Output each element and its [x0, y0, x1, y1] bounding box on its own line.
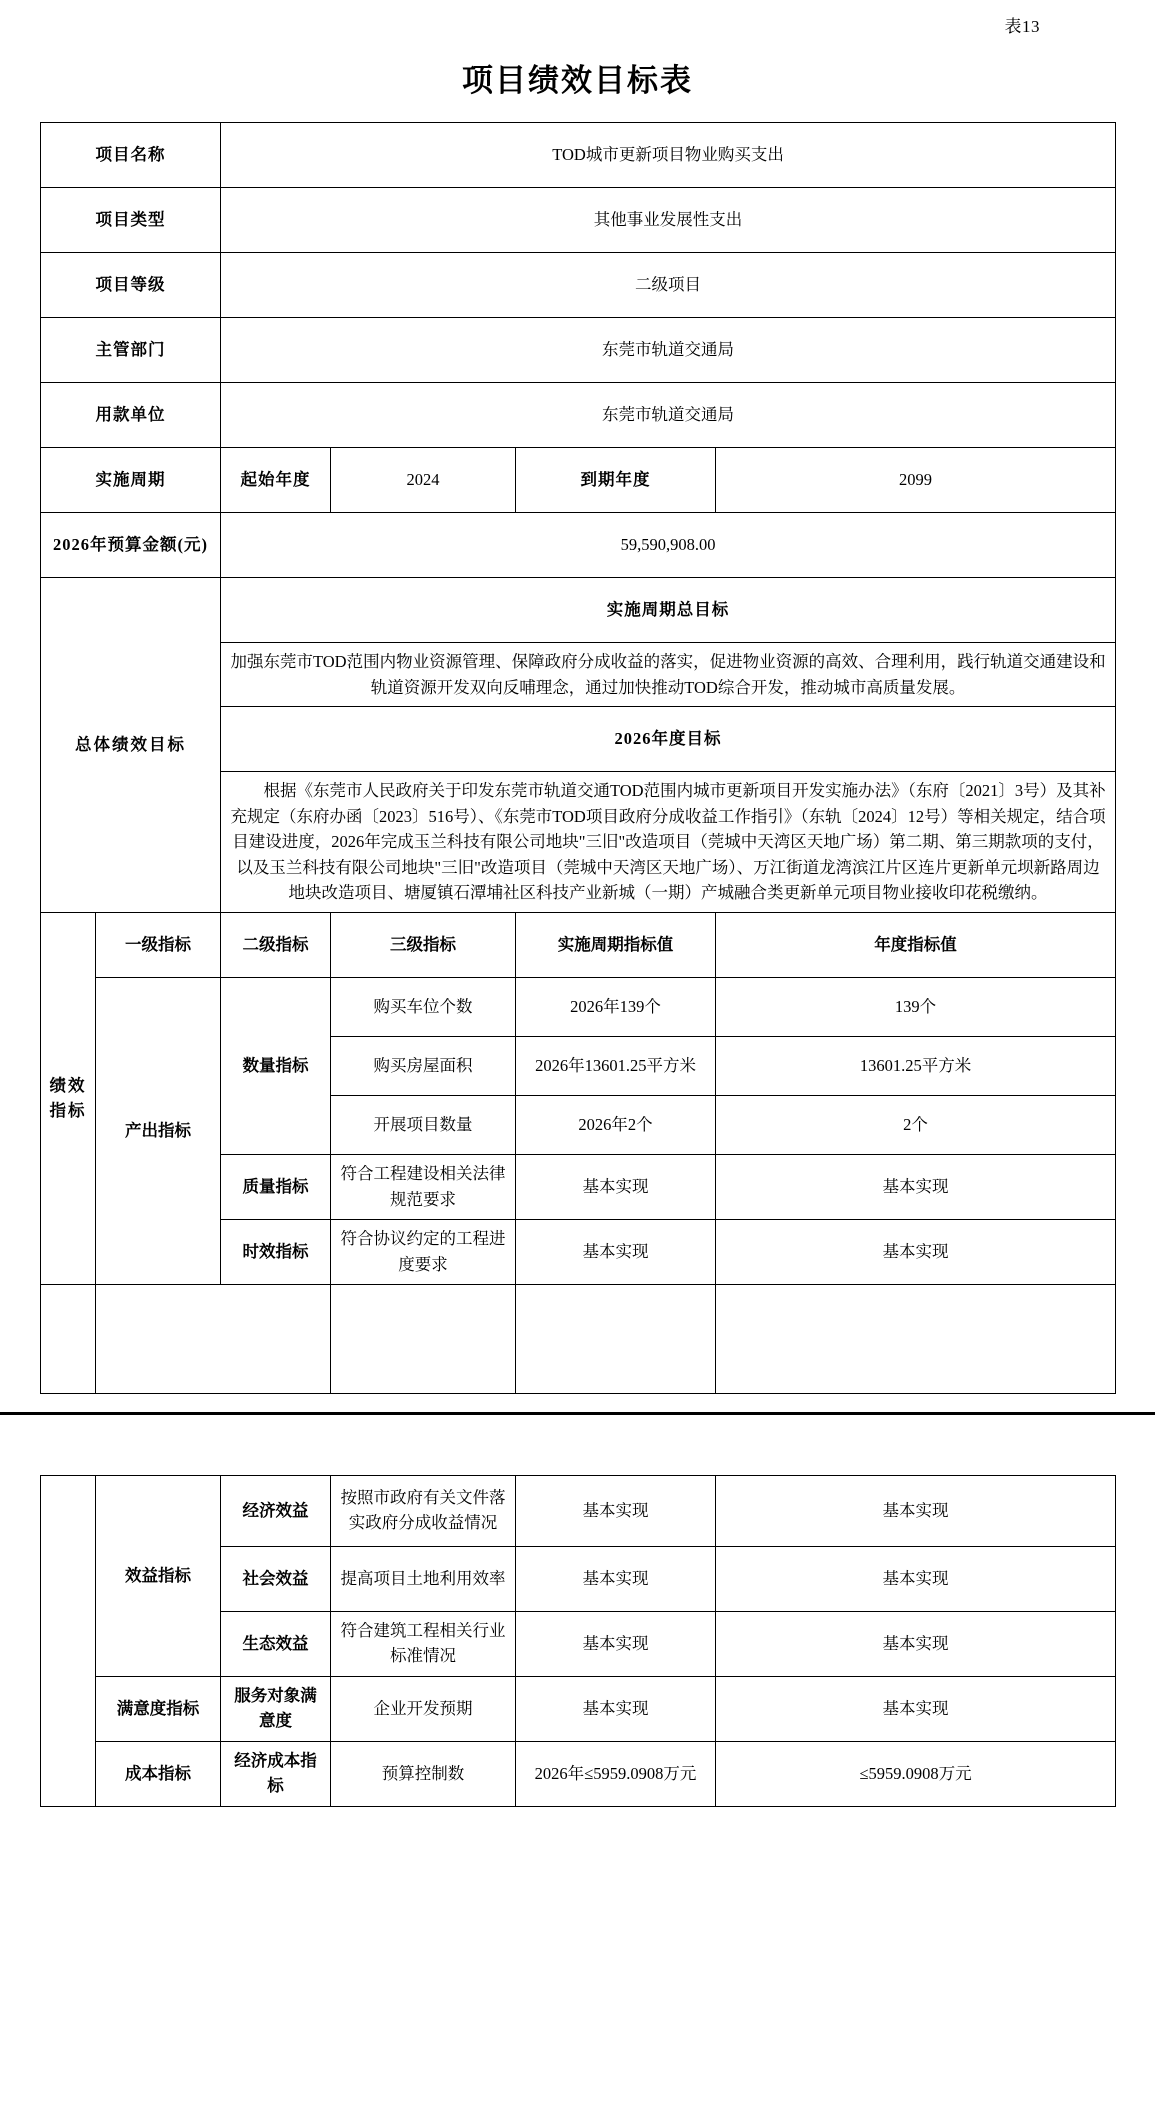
- benefit-level2: 经济效益: [221, 1475, 331, 1546]
- document-page-2: [0, 1415, 1155, 1853]
- table-row-project-type: [41, 188, 1116, 253]
- table-row-indicator-headers: [41, 912, 1116, 977]
- table-row-cycle-goal-header: [41, 578, 1116, 643]
- indicator-level3: 企业开发预期: [331, 1676, 516, 1741]
- indicator-level3: 开展项目数量: [331, 1095, 516, 1154]
- indicator-cycle-value: 2026年139个: [516, 977, 716, 1036]
- performance-goal-table: [40, 122, 1116, 1394]
- indicator-annual-value: ≤5959.0908万元: [716, 1741, 1116, 1806]
- page-top-space: [40, 1415, 1115, 1475]
- table-row-satisfaction: [41, 1676, 1116, 1741]
- end-year-label: 到期年度: [516, 448, 716, 513]
- output-indicator-label: 产出指标: [96, 977, 221, 1284]
- table-row-project-name: [41, 123, 1116, 188]
- indicator-header-cycle-value: 实施周期指标值: [516, 912, 716, 977]
- project-name-value: TOD城市更新项目物业购买支出: [221, 123, 1116, 188]
- annual-goal-header: 2026年度目标: [221, 707, 1116, 772]
- quality-indicator-label: 质量指标: [221, 1154, 331, 1219]
- spacer-cell: [41, 1284, 96, 1393]
- project-level-value: 二级项目: [221, 253, 1116, 318]
- project-name-label: 项目名称: [41, 123, 221, 188]
- table-row-budget: [41, 513, 1116, 578]
- overall-goal-label: 总体绩效目标: [41, 578, 221, 913]
- annual-goal-text: 根据《东莞市人民政府关于印发东莞市轨道交通TOD范围内城市更新项目开发实施办法》（东府〔2021〕3号）及其补充规定（东府办函〔2023〕516号）、《东莞市TOD项目政府分成收益工作指引》（东轨〔2024〕12号）等相关规定，结合项目建设进度，2026年完成玉兰科技有限公司地块"三旧"改造项目（莞城中天湾区天地广场）第二期、第三期款项的支付，以及玉兰科技有限公司地块"三旧"改造项目（莞城中天湾区天地广场）、万江街道龙湾滨江片区连片更新单元坝新路周边地块改造项目、塘厦镇石潭埔社区科技产业新城（一期）产城融合类更新单元项目物业接收印花税缴纳。: [221, 772, 1116, 913]
- project-type-label: 项目类型: [41, 188, 221, 253]
- indicator-header-level1: 一级指标: [96, 912, 221, 977]
- unit-value: 东莞市轨道交通局: [221, 383, 1116, 448]
- indicator-annual-value: 139个: [716, 977, 1116, 1036]
- department-label: 主管部门: [41, 318, 221, 383]
- indicator-cycle-value: 基本实现: [516, 1676, 716, 1741]
- indicator-annual-value: 2个: [716, 1095, 1116, 1154]
- table-row-unit: [41, 383, 1116, 448]
- spacer-cell: [331, 1284, 516, 1393]
- table-row-spacer: [41, 1284, 1116, 1393]
- timeliness-indicator-label: 时效指标: [221, 1219, 331, 1284]
- budget-value: 59,590,908.00: [221, 513, 1116, 578]
- indicator-cycle-value: 基本实现: [516, 1154, 716, 1219]
- indicator-level3: 符合工程建设相关法律规范要求: [331, 1154, 516, 1219]
- indicator-annual-value: 基本实现: [716, 1154, 1116, 1219]
- indicator-cycle-value: 2026年≤5959.0908万元: [516, 1741, 716, 1806]
- cost-level2: 经济成本指标: [221, 1741, 331, 1806]
- table-row-cycle: [41, 448, 1116, 513]
- indicator-header-level3: 三级指标: [331, 912, 516, 977]
- indicator-annual-value: 基本实现: [716, 1546, 1116, 1611]
- indicator-header-annual-value: 年度指标值: [716, 912, 1116, 977]
- indicators-label: 绩效指标: [41, 912, 96, 1284]
- performance-indicator-continued-table: [40, 1475, 1116, 1807]
- cost-level1: 成本指标: [96, 1741, 221, 1806]
- table-row-project-level: [41, 253, 1116, 318]
- cycle-label: 实施周期: [41, 448, 221, 513]
- satisfaction-level2: 服务对象满意度: [221, 1676, 331, 1741]
- indicator-annual-value: 基本实现: [716, 1611, 1116, 1676]
- table-row-benefit-economic: [41, 1475, 1116, 1546]
- end-year-value: 2099: [716, 448, 1116, 513]
- page-label: 表13: [1004, 17, 1040, 36]
- indicator-level3: 符合协议约定的工程进度要求: [331, 1219, 516, 1284]
- indicators-label-continued: [41, 1475, 96, 1806]
- table-row-cost: [41, 1741, 1116, 1806]
- cycle-goal-text: 加强东莞市TOD范围内物业资源管理、保障政府分成收益的落实，促进物业资源的高效、合理利用，践行轨道交通建设和轨道资源开发双向反哺理念，通过加快推动TOD综合开发，推动城市高质量发展。: [221, 643, 1116, 707]
- indicator-level3: 提高项目土地利用效率: [331, 1546, 516, 1611]
- start-year-label: 起始年度: [221, 448, 331, 513]
- indicator-cycle-value: 2026年13601.25平方米: [516, 1036, 716, 1095]
- budget-label: 2026年预算金额(元): [41, 513, 221, 578]
- indicator-cycle-value: 基本实现: [516, 1475, 716, 1546]
- quantity-indicator-label: 数量指标: [221, 977, 331, 1154]
- table-row-output-qty-1: [41, 977, 1116, 1036]
- indicator-cycle-value: 基本实现: [516, 1611, 716, 1676]
- benefit-level2: 社会效益: [221, 1546, 331, 1611]
- indicator-level3: 按照市政府有关文件落实政府分成收益情况: [331, 1475, 516, 1546]
- spacer-cell: [96, 1284, 331, 1393]
- start-year-value: 2024: [331, 448, 516, 513]
- benefit-indicator-label: 效益指标: [96, 1475, 221, 1676]
- indicator-level3: 购买车位个数: [331, 977, 516, 1036]
- indicator-level3: 预算控制数: [331, 1741, 516, 1806]
- project-level-label: 项目等级: [41, 253, 221, 318]
- benefit-level2: 生态效益: [221, 1611, 331, 1676]
- page-title: 项目绩效目标表: [462, 63, 693, 98]
- indicator-level3: 符合建筑工程相关行业标准情况: [331, 1611, 516, 1676]
- indicator-header-level2: 二级指标: [221, 912, 331, 977]
- indicator-cycle-value: 基本实现: [516, 1546, 716, 1611]
- indicator-cycle-value: 2026年2个: [516, 1095, 716, 1154]
- indicator-annual-value: 基本实现: [716, 1676, 1116, 1741]
- page-bottom-space: [40, 1807, 1115, 1853]
- indicator-level3: 购买房屋面积: [331, 1036, 516, 1095]
- spacer-cell: [716, 1284, 1116, 1393]
- department-value: 东莞市轨道交通局: [221, 318, 1116, 383]
- cycle-goal-header: 实施周期总目标: [221, 578, 1116, 643]
- spacer-cell: [516, 1284, 716, 1393]
- indicator-annual-value: 基本实现: [716, 1475, 1116, 1546]
- project-type-value: 其他事业发展性支出: [221, 188, 1116, 253]
- table-row-department: [41, 318, 1116, 383]
- indicator-annual-value: 基本实现: [716, 1219, 1116, 1284]
- unit-label: 用款单位: [41, 383, 221, 448]
- satisfaction-level1: 满意度指标: [96, 1676, 221, 1741]
- indicator-cycle-value: 基本实现: [516, 1219, 716, 1284]
- indicator-annual-value: 13601.25平方米: [716, 1036, 1116, 1095]
